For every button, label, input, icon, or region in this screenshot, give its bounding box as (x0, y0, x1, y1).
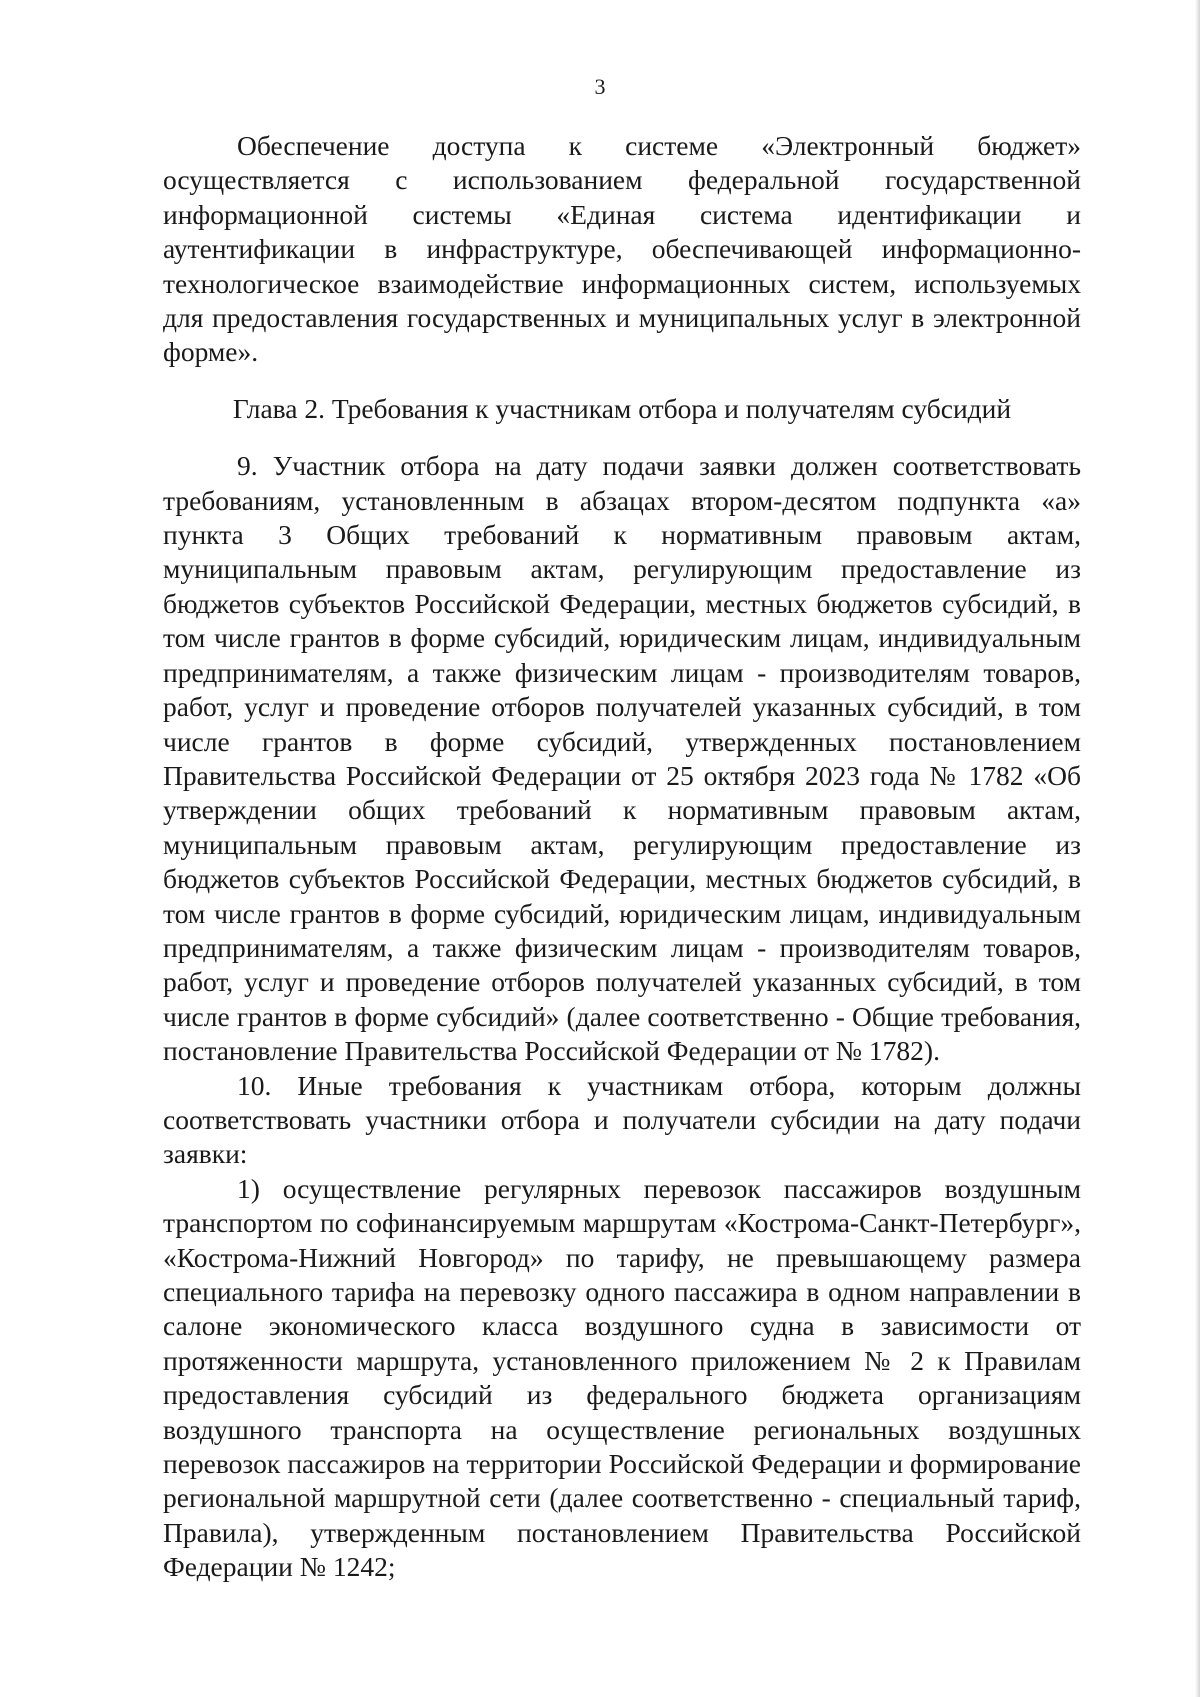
document-body (163, 129, 1081, 1585)
list-item-1: 1) осуществление регулярных перевозок пассажиров воздушным транспортом по софинансируемым маршрутам «Кострома-Санкт-Петербург», «Кострома-Нижний Новгород» по тарифу, не превышающему размера специального тарифа на перевозку одного пассажира в одном направлении в салоне экономического класса воздушного судна в зависимости от протяженности маршрута, установленного приложением № 2 к Правилам предоставления субсидий из федерального бюджета организациям воздушного транспорта на осуществление региональных воздушных перевозок пассажиров на территории Российской Федерации и формирование региональной маршрутной сети (далее соответственно - специальный тариф, Правила), утвержденным постановлением Правительства Российской Федерации № 1242; (163, 1172, 1081, 1583)
paragraph-10: 10. Иные требования к участникам отбора, которым должны соответствовать участники отбора и получатели субсидии на дату подачи заявки: (163, 1069, 1081, 1170)
chapter-heading: Глава 2. Требования к участникам отбора и получателям субсидий (232, 392, 1012, 424)
paragraph-9: 9. Участник отбора на дату подачи заявки должен соответствовать требованиям, установленным в абзацах втором-десятом подпункта «а» пункта 3 Общих требований к нормативным правовым актам, муниципальным правовым актам, регулирующим предоставление из бюджетов субъектов Российской Федерации, местных бюджетов субсидий, в том числе грантов в форме субсидий, юридическим лицам, индивидуальным предпринимателям, а также физическим лицам - производителям товаров, работ, услуг и проведение отборов получателей указанных субсидий, в том числе грантов в форме субсидий, утвержденных постановлением Правительства Российской Федерации от 25 октября 2023 года № 1782 «Об утверждении общих требований к нормативным правовым актам, муниципальным правовым актам, регулирующим предоставление из бюджетов субъектов Российской Федерации, местных бюджетов субсидий, в том числе грантов в форме субсидий, юридическим лицам, индивидуальным предпринимателям, а также физическим лицам - производителям товаров, работ, услуг и проведение отборов получателей указанных субсидий, в том числе грантов в форме субсидий» (далее соответственно - Общие требования, постановление Правительства Российской Федерации от № 1782). (163, 450, 1081, 1067)
page-edge-shadow (1195, 0, 1200, 1697)
intro-paragraph: Обеспечение доступа к системе «Электронный бюджет» осуществляется с использованием федеральной государственной информационной системы «Единая система идентификации и аутентификации в инфраструктуре, обеспечивающей информационно-технологическое взаимодействие информационных систем, используемых для предоставления государственных и муниципальных услуг в электронной форме». (163, 130, 1081, 368)
page-number: 3 (594, 74, 606, 99)
